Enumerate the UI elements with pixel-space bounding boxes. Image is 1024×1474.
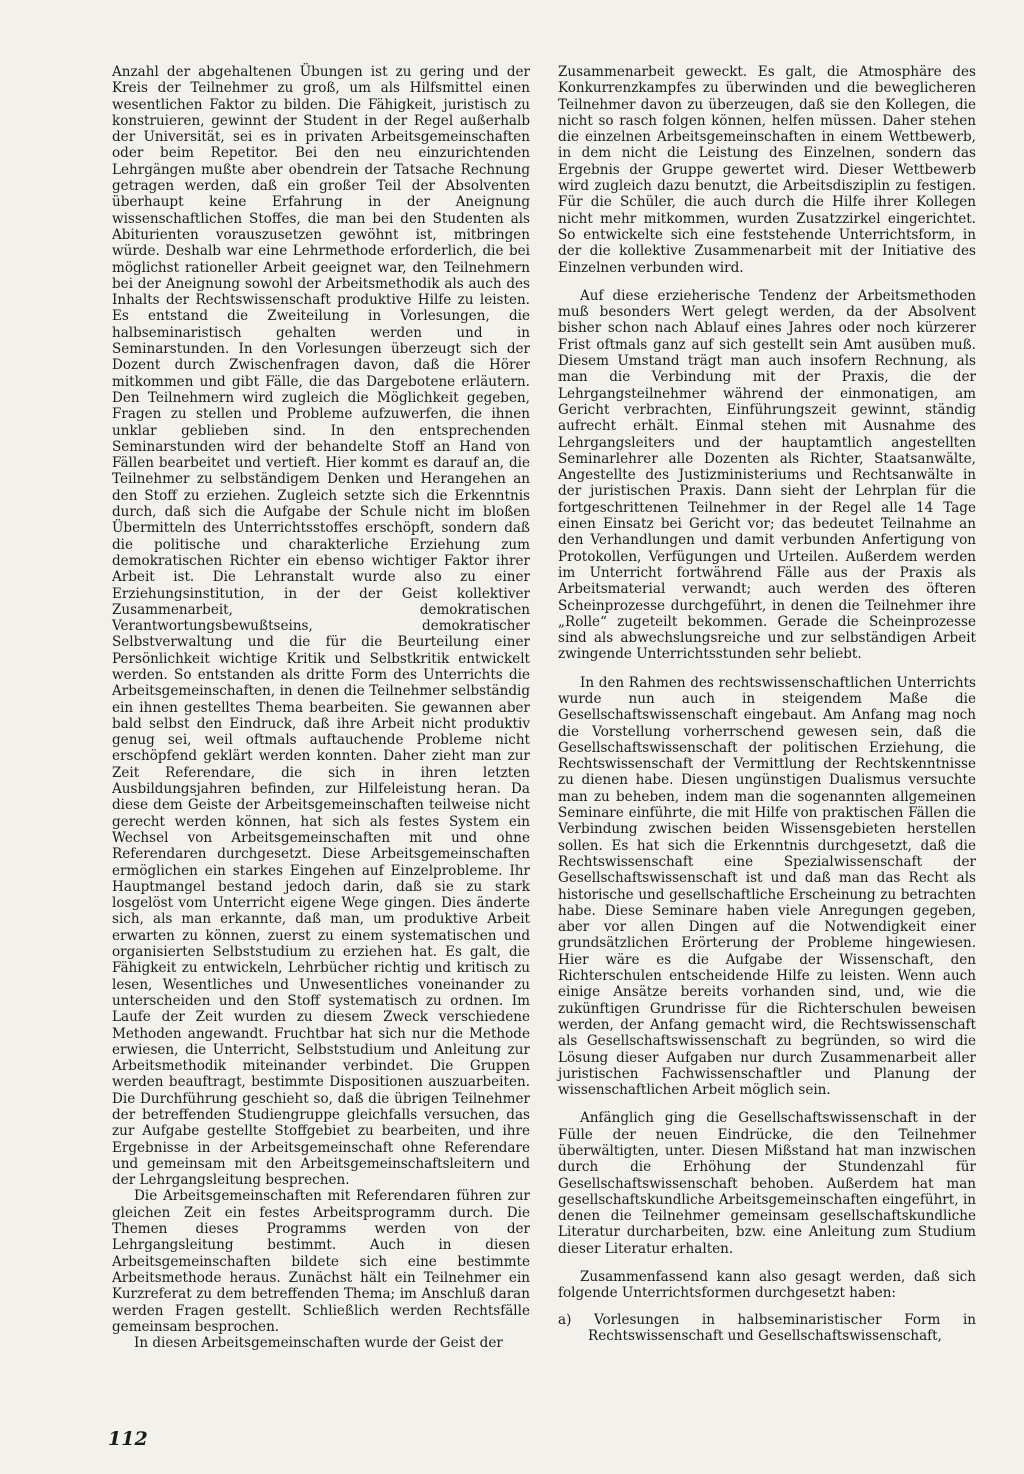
paragraph: Anzahl der abgehaltenen Übungen ist zu gering und der Kreis der Teilnehmer zu groß, um als Hilfsmittel einen wesentlichen Faktor zu bilden. Die Fähigkeit, juristisch zu konstruieren, gewinnt der Student in der Regel außerhalb der Universität, sei es in privaten Arbeitsgemeinschaften oder beim Repetitor. Bei den neu einzurichtenden Lehrgängen mußte aber obendrein der Tatsache Rechnung getragen werden, daß ein großer Teil der Absolventen überhaupt keine Erfahrung in der Aneignung wissenschaftlichen Stoffes, die man bei den Studenten als Abiturienten vorauszusetzen gewöhnt ist, mitbringen würde. Deshalb war eine Lehrmethode erforderlich, die bei möglichst rationeller Arbeit geeignet war, den Teilnehmern bei der Aneignung sowohl der Arbeitsmethodik als auch des Inhalts der Rechtswissenschaft produktive Hilfe zu leisten. Es entstand die Zweiteilung in Vorlesungen, die halbseminaristisch gehalten werden und in Seminarstunden. In den Vorlesungen überzeugt sich der Dozent durch Zwischenfragen davon, daß die Hörer mitkommen und gibt Fälle, die das Dargebotene erläutern. Den Teilnehmern wird zugleich die Möglichkeit gegeben, Fragen zu stellen und Probleme aufzuwerfen, die ihnen unklar geblieben sind. In den entsprechenden Seminarstunden wird der behandelte Stoff an Hand von Fällen bearbeitet und vertieft. Hier kommt es darauf an, die Teilnehmer zu selbständigem Denken und Herangehen an den Stoff zu erziehen. Zugleich setzte sich die Erkenntnis durch, daß sich die Aufgabe der Schule nicht im bloßen Übermitteln des Unterrichtsstoffes erschöpft, sondern daß die politische und charakterliche Erziehung zum demokratischen Richter ein ebenso wichtiger Faktor ihrer Arbeit ist. Die Lehranstalt wurde also zu einer Erziehungsinstitution, in der der Geist kollektiver Zusammenarbeit, demokratischen Verantwortungsbewußtseins, demokratischer Selbstverwaltung und die für die Beurteilung einer Persönlichkeit wichtige Kritik und Selbstkritik entwickelt werden. So entstanden als dritte Form des Unterrichts die Arbeitsgemeinschaften, in denen die Teilnehmer selbständig ein ihnen gestelltes Thema bearbeiten. Sie gewannen aber bald selbst den Eindruck, daß ihre Arbeit nicht produktiv genug sei, weil oftmals auftauchende Probleme nicht erschöpfend geklärt werden konnten. Daher zieht man zur Zeit Referendare, die sich in ihren letzten Ausbildungsjahren befinden, zur Hilfeleistung heran. Da diese dem Geiste der Arbeitsgemeinschaften teilweise nicht gerecht werden können, hat sich als festes System ein Wechsel von Arbeitsgemeinschaften mit und ohne Referendaren durchgesetzt. Diese Arbeitsgemeinschaften ermöglichen ein starkes Eingehen auf Einzelprobleme. Ihr Hauptmangel bestand jedoch darin, daß sie zu stark losgelöst vom Unterricht eigene Wege gingen. Dies änderte sich, als man erkannte, daß man, um produktive Arbeit erwarten zu können, zuerst zu einem systematischen und organisierten Selbststudium zu erziehen hat. Es galt, die Fähigkeit zu entwickeln, Lehrbücher richtig und kritisch zu lesen, Wesentliches und Unwesentliches voneinander zu unterscheiden und den Stoff systematisch zu ordnen. Im Laufe der Zeit wurden zu diesem Zweck verschiedene Methoden angewandt. Fruchtbar hat sich nur die Methode erwiesen, die Unterricht, Selbststudium und Anleitung zur Arbeitsmethodik miteinander verbindet. Die Gruppen werden beauftragt, bestimmte Dispositionen auszuarbeiten. Die Durchführung geschieht so, daß die übrigen Teilnehmer der betreffenden Studiengruppe gleichfalls versuchen, das zur Aufgabe gestellte Stoffgebiet zu bearbeiten, und ihre Ergebnisse in der Arbeitsgemeinschaft ohne Referendare und gemeinsam mit den Arbeitsgemeinschaftsleitern und der Lehrgangsleitung besprechen.: [112, 64, 530, 1189]
left-column: [112, 64, 530, 1351]
paragraph: Die Arbeitsgemeinschaften mit Referendaren führen zur gleichen Zeit ein festes Arbeitsprogramm durch. Die Themen dieses Programms werden von der Lehrgangsleitung bestimmt. Auch in diesen Arbeitsgemeinschaften bildete sich eine bestimmte Arbeitsmethode heraus. Zunächst hält ein Teilnehmer ein Kurzreferat zu dem betreffenden Thema; im Anschluß daran werden Fragen gestellt. Schließlich werden Rechtsfälle gemeinsam besprochen.: [112, 1188, 530, 1335]
paragraph: Anfänglich ging die Gesellschaftswissenschaft in der Fülle der neuen Eindrücke, die den Teilnehmer überwältigten, unter. Diesen Mißstand hat man inzwischen durch die Erhöhung der Stundenzahl für Gesellschaftswissenschaft behoben. Außerdem hat man gesellschaftskundliche Arbeitsgemeinschaften eingeführt, in denen die Teilnehmer gemeinsam gesellschaftskundliche Literatur durcharbeiten, bzw. eine Anleitung zum Studium dieser Literatur erhalten.: [558, 1110, 976, 1257]
paragraph: In den Rahmen des rechtswissenschaftlichen Unterrichts wurde nun auch in steigendem Maße die Gesellschaftswissenschaft eingebaut. Am Anfang mag noch die Vorstellung vorherrschend gewesen sein, daß die Gesellschaftswissenschaft der politischen Erziehung, die Rechtswissenschaft der Vermittlung der Rechtskenntnisse zu dienen habe. Diesen ungünstigen Dualismus versuchte man zu beheben, indem man die sogenannten allgemeinen Seminare einführte, die mit Hilfe von praktischen Fällen die Verbindung zwischen beiden Wissensgebieten herstellen sollen. Es hat sich die Erkenntnis durchgesetzt, daß die Rechtswissenschaft eine Spezialwissenschaft der Gesellschaftswissenschaft ist und daß man das Recht als historische und gesellschaftliche Erscheinung zu betrachten habe. Diese Seminare haben viele Anregungen gegeben, aber vor allen Dingen auf die Notwendigkeit einer grundsätzlichen Erörterung der Probleme hingewiesen. Hier wäre es die Aufgabe der Wissenschaft, den Richterschulen entscheidende Hilfe zu leisten. Wenn auch einige Ansätze bereits vorhanden sind, und, wie die zukünftigen Grundrisse für die Richterschulen beweisen werden, der Anfang gemacht wird, die Rechtswissenschaft als Gesellschaftswissenschaft zu begründen, so wird die Lösung dieser Aufgaben nur durch Zusammenarbeit aller juristischen Fachwissenschaftler und Planung der wissenschaftlichen Arbeit möglich sein.: [558, 674, 976, 1099]
paragraph: In diesen Arbeitsgemeinschaften wurde der Geist der: [134, 1335, 503, 1352]
page-number: 112: [108, 1428, 148, 1450]
right-column: [558, 64, 976, 1344]
paragraph: Zusammenfassend kann also gesagt werden, daß sich folgende Unterrichtsformen durchgesetzt haben:: [558, 1269, 976, 1302]
paragraph: Zusammenarbeit geweckt. Es galt, die Atmosphäre des Konkurrenzkampfes zu überwinden und die beweglicheren Teilnehmer davon zu überzeugen, daß sie den Kollegen, die nicht so rasch folgen können, helfen müssen. Daher stehen die einzelnen Arbeitsgemeinschaften in einem Wettbewerb, in dem nicht die Leistung des Einzelnen, sondern das Ergebnis der Gruppe gewertet wird. Dieser Wettbewerb wird zugleich dazu benutzt, die Arbeitsdisziplin zu festigen. Für die Schüler, die auch durch die Hilfe ihrer Kollegen nicht mehr mitkommen, wurden Zusatzzirkel eingerichtet. So entwickelte sich eine feststehende Unterrichtsform, in der die kollektive Zusammenarbeit mit der Initiative des Einzelnen verbunden wird.: [558, 64, 976, 276]
list-item: a) Vorlesungen in halbseminaristischer Form in Rechtswissenschaft und Gesellschaftswissenschaft,: [558, 1311, 976, 1344]
paragraph: Auf diese erzieherische Tendenz der Arbeitsmethoden muß besonders Wert gelegt werden, da der Absolvent bisher schon nach Ablauf eines Jahres oder noch kürzerer Frist oftmals ganz auf sich gestellt sein Amt ausüben muß. Diesem Umstand trägt man auch insofern Rechnung, als man die Verbindung mit der Praxis, die der Lehrgangsteilnehmer während der einmonatigen, am Gericht verbrachten, Einführungszeit gewinnt, ständig aufrecht erhält. Einmal stehen mit Ausnahme des Lehrgangsleiters und der hauptamtlich angestellten Seminarlehrer alle Dozenten als Richter, Staatsanwälte, Angestellte des Justizministeriums und Rechtsanwälte in der juristischen Praxis. Dann sieht der Lehrplan für die fortgeschrittenen Teilnehmer in der Regel alle 14 Tage einen Einsatz bei Gericht vor; das bedeutet Teilnahme an den Verhandlungen und damit verbunden Anfertigung von Protokollen, Verfügungen und Urteilen. Außerdem werden im Unterricht fortwährend Fälle aus der Praxis als Arbeitsmaterial verwandt; auch werden des öfteren Scheinprozesse durchgeführt, in denen die Teilnehmer ihre „Rolle“ zugeteilt bekommen. Gerade die Scheinprozesse sind als abwechslungsreiche und zur selbständigen Arbeit zwingende Unterrichtsstunden sehr beliebt.: [558, 287, 976, 663]
